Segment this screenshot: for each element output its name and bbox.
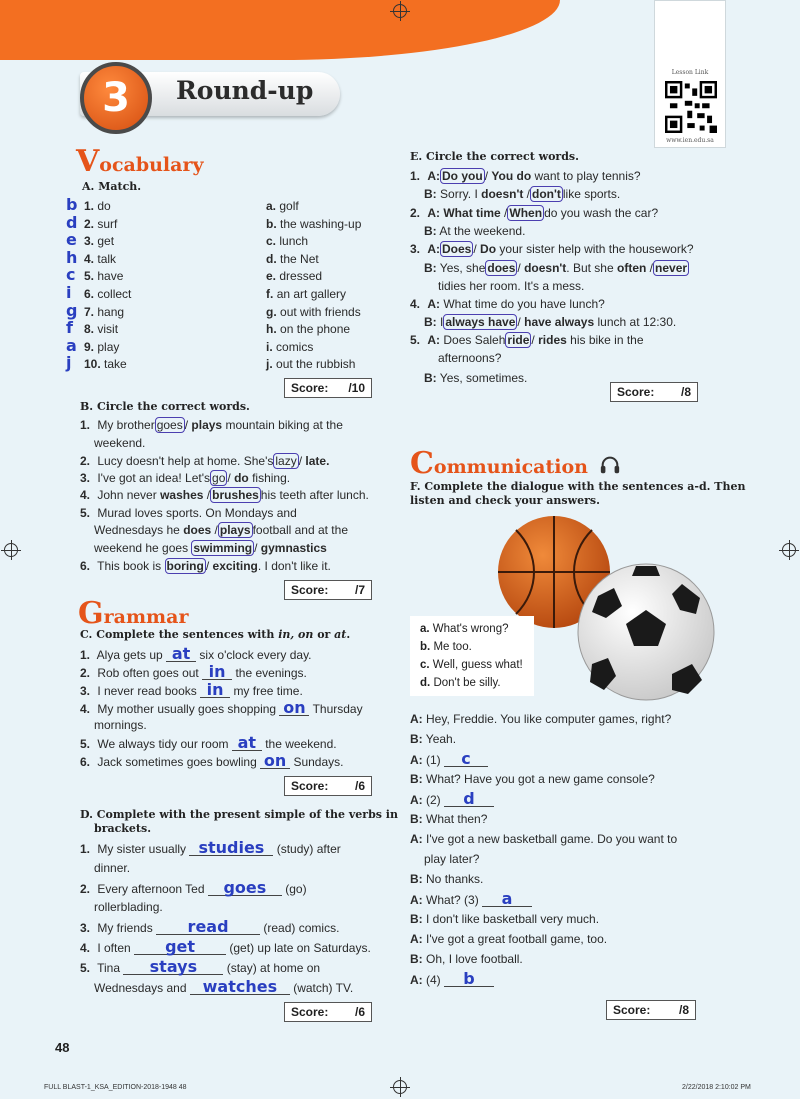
match-right-item: e. dressed — [266, 269, 323, 284]
dialogue-line-1: A: Hey, Freddie. You like computer games, right? — [410, 712, 672, 726]
answer-handwritten[interactable]: b — [444, 971, 494, 987]
exercise-c-line: 4. My mother usually goes shopping on Thursday — [80, 698, 363, 717]
match-left-item: 8. visit — [84, 322, 119, 337]
exercise-e-line-3: 3. A: Does / Do your sister help with the housework? — [410, 242, 694, 256]
exercise-c-line: 6. Jack sometimes goes bowling on Sundays. — [80, 751, 344, 770]
match-left-item: 1. do — [84, 199, 111, 213]
dialogue-line-7: A: I've got a new basketball game. Do you want to — [410, 832, 678, 846]
score-box-b: Score: /7 — [284, 580, 372, 600]
exercise-c-line: 3. I never read books in my free time. — [80, 680, 303, 699]
answer-handwritten[interactable]: d — [444, 791, 494, 807]
exercise-e-line-3b: B: Yes, she does / doesn't. But she often / never — [424, 261, 688, 275]
answer-circle[interactable]: Do you — [442, 169, 483, 183]
lesson-link-label: Lesson Link — [671, 69, 709, 76]
option-c: c. Well, guess what! — [420, 659, 523, 671]
dialogue-line-5: A: (2) d — [410, 791, 494, 808]
dialogue-line-8: B: No thanks. — [410, 872, 484, 886]
exercise-d-line-5: 5. Tina stays (stay) at home on — [80, 957, 321, 976]
answer-circle[interactable]: brushes — [212, 488, 259, 502]
answer-handwritten[interactable]: watches — [190, 979, 290, 995]
registration-mark-icon — [393, 4, 407, 18]
dialogue-line-7-cont: play later? — [424, 852, 480, 866]
match-right-item: f. an art gallery — [266, 287, 347, 301]
exercise-d-title: D. Complete with the present simple of the verbs in brackets. — [80, 808, 398, 835]
exercise-c-line: 2. Rob often goes out in the evenings. — [80, 662, 307, 681]
dialogue-line-13: A: (4) b — [410, 971, 494, 988]
exercise-b-line-5b: Wednesdays he does / plays football and at the — [94, 523, 348, 537]
exercise-d-line-5-cont: Wednesdays and watches (watch) TV. — [94, 977, 354, 996]
score-box-d: Score: /6 — [284, 1002, 372, 1022]
exercise-e-line-3c: tidies her room. It's a mess. — [438, 279, 585, 293]
exercise-c-line: 5. We always tidy our room at the weekend. — [80, 733, 337, 752]
website-label: www.ien.edu.sa — [666, 137, 714, 144]
dialogue-line-2: B: Yeah. — [410, 732, 457, 746]
answer-handwritten[interactable]: stays — [123, 959, 223, 975]
unit-number-badge: 3 — [80, 62, 152, 134]
exercise-b-line-4: 4. John never washes / brushes his teeth after lunch. — [80, 488, 369, 502]
match-right-item: j. out the rubbish — [266, 357, 356, 372]
answer-circle[interactable]: swimming — [193, 541, 253, 555]
score-box-e: Score: /8 — [610, 382, 698, 402]
exercise-b-line-1-cont: weekend. — [94, 436, 146, 450]
exercise-d-line-1: 1. My sister usually studies (study) after — [80, 838, 341, 857]
match-left-item: 2. surf — [84, 216, 118, 231]
answer-circle[interactable]: When — [509, 206, 543, 220]
exercise-c-title: C. Complete the sentences with in, on or at. — [80, 628, 351, 641]
answer-handwritten[interactable]: get — [134, 939, 226, 955]
registration-mark-icon — [393, 1080, 407, 1094]
match-left-item: 5. have — [84, 269, 124, 284]
footer-timestamp: 2/22/2018 2:10:02 PM — [682, 1084, 751, 1091]
exercise-b-line-2: 2. Lucy doesn't help at home. She's lazy / late. — [80, 454, 330, 468]
match-answer-handwritten[interactable]: e — [66, 230, 77, 250]
exercise-d-line-1-cont: dinner. — [94, 861, 131, 875]
answer-handwritten[interactable]: at — [232, 735, 262, 751]
registration-mark-icon — [782, 543, 796, 557]
lesson-link-box[interactable] — [654, 0, 726, 148]
answer-handwritten[interactable]: on — [279, 700, 309, 716]
score-box-f: Score: /8 — [606, 1000, 696, 1020]
match-answer-handwritten[interactable]: h — [66, 247, 78, 267]
match-left-item: 7. hang — [84, 304, 125, 319]
match-right-item: b. the washing-up — [266, 216, 362, 231]
match-left-item: 6. collect — [84, 287, 132, 301]
exercise-d-line-2: 2. Every afternoon Ted goes (go) — [80, 878, 307, 897]
exercise-f-title: F. Complete the dialogue with the sentences a-d. Then listen and check your answers. — [410, 480, 746, 507]
match-answer-handwritten[interactable]: f — [66, 318, 73, 338]
exercise-d-line-2-cont: rollerblading. — [94, 900, 163, 914]
match-answer-handwritten[interactable]: g — [66, 300, 78, 320]
dialogue-line-10: B: I don't like basketball very much. — [410, 912, 600, 926]
exercise-c-line: mornings. — [94, 718, 147, 732]
dialogue-line-11: A: I've got a great football game, too. — [410, 932, 608, 946]
exercise-b-line-5: 5. Murad loves sports. On Mondays and — [80, 506, 297, 520]
score-box-c: Score: /6 — [284, 776, 372, 796]
match-answer-handwritten[interactable]: j — [66, 353, 72, 373]
soccer-ball-icon — [578, 564, 714, 700]
match-right-item: a. golf — [266, 199, 299, 213]
answer-circle[interactable]: go — [212, 471, 226, 485]
answer-circle[interactable]: goes — [156, 418, 183, 432]
dialogue-line-6: B: What then? — [410, 812, 488, 826]
score-box-a: Score: /10 — [284, 378, 372, 398]
option-b: b. Me too. — [420, 641, 472, 653]
answer-circle[interactable]: always have — [445, 315, 516, 329]
page-number: 48 — [55, 1040, 70, 1055]
exercise-e-line-5b: B: Yes, sometimes. — [424, 371, 528, 385]
dialogue-line-12: B: Oh, I love football. — [410, 952, 523, 966]
answer-handwritten[interactable]: studies — [189, 840, 273, 856]
option-d: d. Don't be silly. — [420, 677, 501, 689]
dialogue-line-4: B: What? Have you got a new game console? — [410, 772, 655, 786]
exercise-b-title: B. Circle the correct words. — [80, 400, 250, 413]
answer-circle[interactable]: Does — [442, 242, 472, 256]
match-answer-handwritten[interactable]: b — [66, 195, 78, 214]
exercise-e-line-4: 4. A: What time do you have lunch? — [410, 297, 605, 311]
dialogue-line-3: A: (1) c — [410, 751, 488, 768]
dialogue-line-9: A: What? (3) a — [410, 891, 532, 908]
exercise-c-line: 1. Alya gets up at six o'clock every day. — [80, 644, 312, 663]
answer-circle[interactable]: boring — [166, 559, 204, 573]
exercise-d-line-4: 4. I often get (get) up late on Saturdays. — [80, 937, 371, 956]
unit-title: Round-up — [176, 76, 314, 105]
exercise-e-title: E. Circle the correct words. — [410, 150, 579, 163]
exercise-e-line-1b: B: Sorry. I doesn't / don't like sports. — [424, 187, 621, 201]
answer-circle[interactable]: does — [487, 261, 516, 275]
footer-file-info: FULL BLAST-1_KSA_EDITION-2018-1948 48 — [44, 1084, 187, 1091]
answer-handwritten[interactable]: at — [166, 646, 196, 662]
match-right-item: d. the Net — [266, 251, 319, 266]
answer-circle[interactable]: never — [655, 261, 688, 275]
header-band — [0, 0, 560, 60]
answer-handwritten[interactable]: read — [156, 919, 260, 935]
match-right-item: c. lunch — [266, 234, 309, 249]
exercise-d-line-3: 3. My friends read (read) comics. — [80, 917, 340, 936]
match-left-item: 3. get — [84, 234, 115, 249]
answer-circle[interactable]: lazy — [275, 454, 297, 468]
answer-circle[interactable]: don't — [532, 187, 561, 201]
exercise-e-line-4b: B: I always have / have always lunch at 12:30. — [424, 315, 677, 329]
match-right-item: g. out with friends — [266, 304, 361, 319]
exercise-b-line-6: 6. This book is boring / exciting. I don't like it. — [80, 559, 331, 573]
exercise-b-line-5c: weekend he goes swimming / gymnastics — [94, 541, 327, 555]
match-right-item: h. on the phone — [266, 322, 351, 337]
grammar-heading: Grammar — [78, 596, 189, 631]
answer-handwritten[interactable]: on — [260, 753, 290, 769]
option-a: a. What's wrong? — [420, 623, 509, 635]
answer-handwritten[interactable]: in — [200, 682, 230, 698]
match-answer-handwritten[interactable]: i — [66, 283, 72, 302]
exercise-b-line-1: 1. My brother goes / plays mountain biking at the — [80, 418, 343, 432]
answer-handwritten[interactable]: goes — [208, 880, 282, 896]
match-answer-handwritten[interactable]: c — [66, 265, 76, 285]
exercise-e-line-2b: B: At the weekend. — [424, 224, 526, 238]
exercise-e-line-1: 1. A: Do you / You do want to play tennis? — [410, 169, 641, 183]
answer-circle[interactable]: plays — [219, 523, 251, 537]
exercise-e-line-5-cont: afternoons? — [438, 351, 502, 365]
match-left-item: 4. talk — [84, 251, 117, 266]
answer-circle[interactable]: ride — [507, 333, 530, 347]
exercise-e-line-2: 2. A: What time / When do you wash the car? — [410, 206, 659, 220]
match-answer-handwritten[interactable]: a — [66, 335, 77, 355]
exercise-a-title: A. Match. — [82, 180, 142, 193]
match-left-item: 10. take — [84, 357, 127, 372]
match-right-item: i. comics — [266, 339, 314, 354]
match-answer-handwritten[interactable]: d — [66, 212, 78, 232]
dialogue-options-box — [410, 616, 534, 696]
communication-heading: Communication — [410, 446, 621, 481]
exercise-b-line-3: 3. I've got an idea! Let's go / do fishing. — [80, 471, 291, 485]
vocabulary-heading: Vocabulary — [76, 144, 204, 179]
headphones-icon — [599, 454, 621, 476]
registration-mark-icon — [4, 543, 18, 557]
answer-handwritten[interactable]: a — [482, 891, 532, 907]
exercise-e-line-5: 5. A: Does Saleh ride / rides his bike in the — [410, 333, 644, 347]
match-left-item: 9. play — [84, 339, 120, 354]
answer-handwritten[interactable]: c — [444, 751, 488, 767]
qr-code-icon[interactable] — [665, 81, 717, 133]
answer-handwritten[interactable]: in — [202, 664, 232, 680]
